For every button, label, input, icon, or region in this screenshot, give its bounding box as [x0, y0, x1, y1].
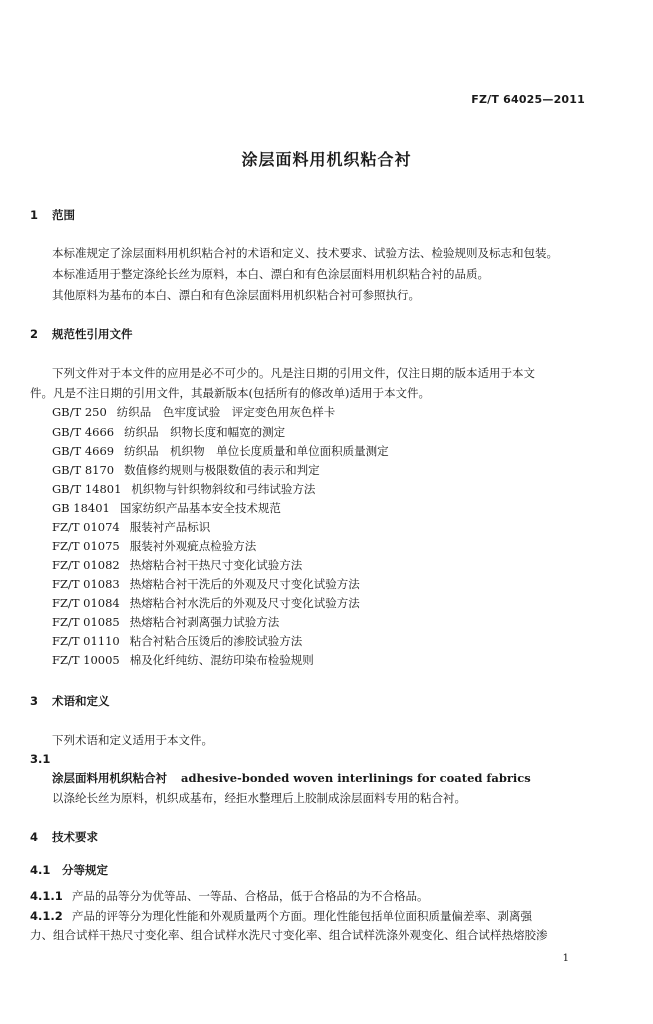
refs-intro-line: 下列文件对于本文件的应用是必不可少的。凡是注日期的引用文件，仅注日期的版本适用于本文 — [52, 366, 535, 380]
document-title: 涂层面料用机织粘合衬 — [241, 150, 412, 169]
reference-item — [52, 594, 360, 614]
section-number: 1 — [30, 208, 39, 222]
section-title: 规范性引用文件 — [52, 327, 133, 341]
reference-title: 纺织品 机织物 单位长度质量和单位面积质量测定 — [124, 444, 389, 458]
reference-code: GB/T 250 — [52, 405, 107, 419]
reference-code: FZ/T 01085 — [52, 615, 120, 629]
reference-code: FZ/T 01083 — [52, 577, 120, 591]
standard-number: FZ/T 64025—2011 — [471, 93, 585, 106]
reference-item — [52, 499, 281, 519]
scope-paragraph: 本标准适用于整定涤纶长丝为原料，本白、漂白和有色涂层面料用机织粘合衬的品质。 — [52, 267, 489, 281]
subsection-number: 4.1 — [30, 863, 51, 877]
reference-title: 纺织品 色牢度试验 评定变色用灰色样卡 — [116, 405, 336, 419]
reference-title: 热熔粘合衬剥离强力试验方法 — [129, 615, 280, 629]
reference-title: 机织物与针织物斜纹和弓纬试验方法 — [131, 482, 316, 496]
clause-number: 4.1.2 — [30, 909, 63, 923]
reference-code: GB/T 4666 — [52, 425, 115, 439]
section-title: 技术要求 — [52, 830, 98, 844]
terms-intro: 下列术语和定义适用于本文件。 — [52, 733, 213, 747]
clause-continuation: 力、组合试样干热尺寸变化率、组合试样水洗尺寸变化率、组合试样洗涤外观变化、组合试样热熔胶渗 — [30, 928, 548, 942]
reference-code: FZ/T 01074 — [52, 520, 120, 534]
reference-item — [52, 613, 279, 633]
reference-code: GB/T 14801 — [52, 482, 122, 496]
section-2-heading — [30, 325, 133, 345]
reference-item — [52, 575, 360, 595]
reference-title: 数值修约规则与极限数值的表示和判定 — [124, 463, 320, 477]
reference-item — [52, 518, 210, 538]
section-number: 3 — [30, 694, 39, 708]
scope-paragraph: 其他原料为基布的本白、漂白和有色涂层面料用机织粘合衬可参照执行。 — [52, 288, 420, 302]
reference-item — [52, 442, 389, 462]
subsection-heading — [30, 861, 108, 881]
reference-item — [52, 556, 302, 576]
clause-4-1-1 — [30, 887, 429, 907]
section-number: 4 — [30, 830, 39, 844]
section-title: 范围 — [52, 208, 75, 222]
reference-title: 棉及化纤纯纺、混纺印染布检验规则 — [129, 653, 314, 667]
reference-title: 热熔粘合衬干洗后的外观及尺寸变化试验方法 — [129, 577, 360, 591]
reference-item — [52, 480, 315, 500]
term-entry — [52, 769, 531, 789]
reference-item — [52, 423, 285, 443]
reference-code: FZ/T 01082 — [52, 558, 120, 572]
reference-item — [52, 537, 256, 557]
term-chinese: 涂层面料用机织粘合衬 — [52, 771, 167, 785]
section-number: 2 — [30, 327, 39, 341]
term-definition: 以涤纶长丝为原料，机织成基布，经拒水整理后上胶制成涂层面料专用的粘合衬。 — [52, 791, 466, 805]
section-4-heading — [30, 828, 98, 848]
reference-code: GB 18401 — [52, 501, 110, 515]
term-english: adhesive-bonded woven interlinings for coated fabrics — [181, 771, 531, 785]
reference-title: 服装衬产品标识 — [129, 520, 211, 534]
scope-paragraph: 本标准规定了涂层面料用机织粘合衬的术语和定义、技术要求、试验方法、检验规则及标志和包装。 — [52, 246, 558, 260]
clause-text: 产品的品等分为优等品、一等品、合格品，低于合格品的为不合格品。 — [72, 889, 429, 903]
reference-title: 粘合衬粘合压烫后的渗胶试验方法 — [129, 634, 303, 648]
reference-title: 热熔粘合衬水洗后的外观及尺寸变化试验方法 — [129, 596, 360, 610]
subsection-title: 分等规定 — [62, 863, 108, 877]
section-title: 术语和定义 — [52, 694, 110, 708]
reference-title: 服装衬外观疵点检验方法 — [129, 539, 257, 553]
reference-item — [52, 651, 314, 671]
reference-title: 纺织品 织物长度和幅宽的测定 — [124, 425, 286, 439]
reference-title: 国家纺织产品基本安全技术规范 — [119, 501, 281, 515]
reference-code: GB/T 8170 — [52, 463, 115, 477]
term-number: 3.1 — [30, 752, 51, 766]
refs-intro-line: 件。凡是不注日期的引用文件，其最新版本(包括所有的修改单)适用于本文件。 — [30, 386, 430, 400]
section-1-heading — [30, 206, 75, 226]
reference-code: FZ/T 10005 — [52, 653, 120, 667]
section-3-heading — [30, 692, 110, 712]
reference-code: GB/T 4669 — [52, 444, 115, 458]
reference-item — [52, 632, 302, 652]
reference-title: 热熔粘合衬干热尺寸变化试验方法 — [129, 558, 303, 572]
page-number: 1 — [562, 953, 569, 964]
clause-number: 4.1.1 — [30, 889, 63, 903]
reference-code: FZ/T 01084 — [52, 596, 120, 610]
reference-code: FZ/T 01075 — [52, 539, 120, 553]
clause-4-1-2 — [30, 907, 532, 927]
reference-item — [52, 461, 320, 481]
reference-item — [52, 403, 335, 423]
reference-code: FZ/T 01110 — [52, 634, 120, 648]
clause-text: 产品的评等分为理化性能和外观质量两个方面。理化性能包括单位面积质量偏差率、剥离强 — [72, 909, 532, 923]
